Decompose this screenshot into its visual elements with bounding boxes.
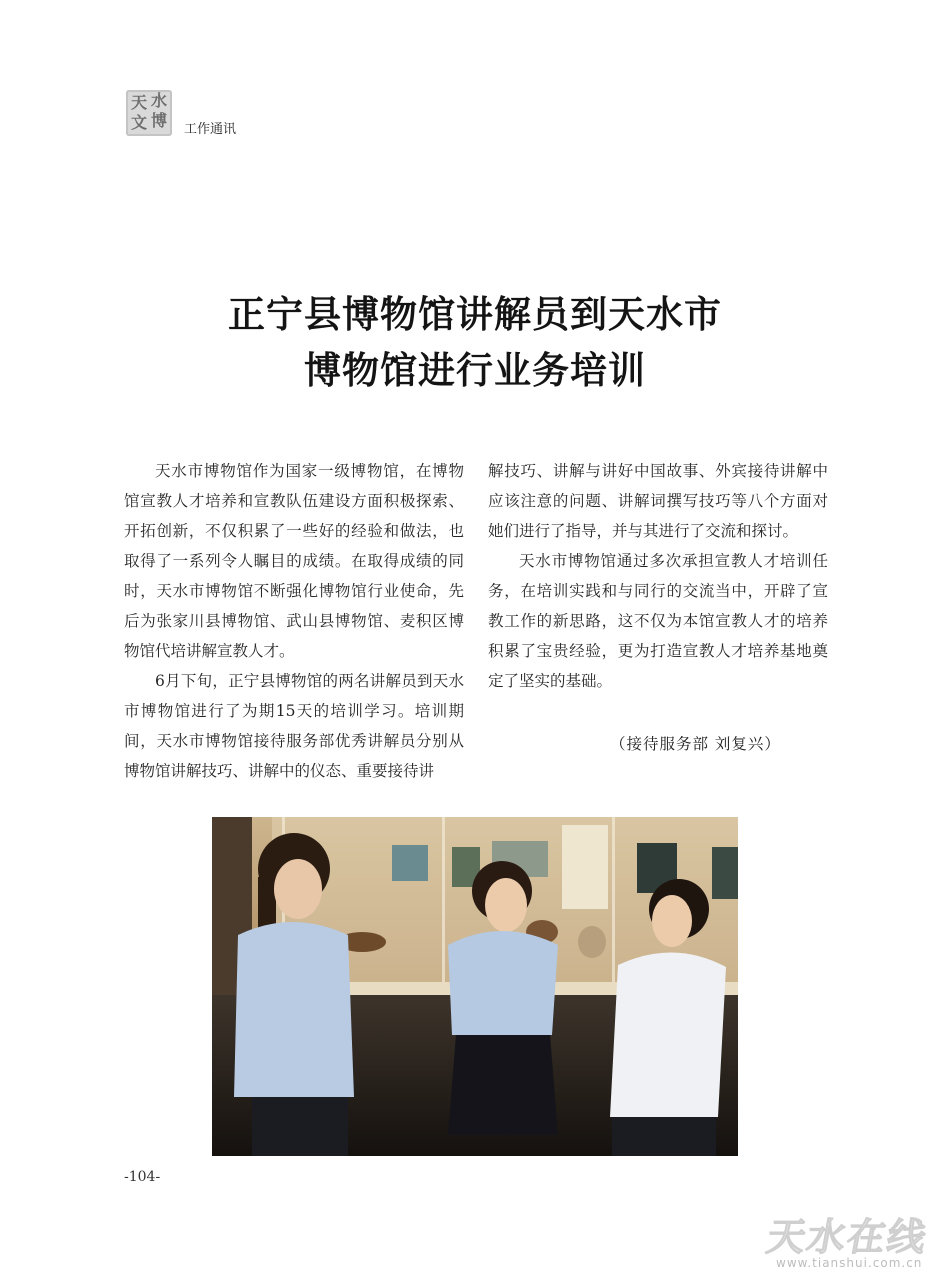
paragraph: 解技巧、讲解与讲好中国故事、外宾接待讲解中应该注意的问题、讲解词撰写技巧等八个方面对她们进行了指导，并与其进行了交流和探讨。	[488, 462, 828, 540]
byline: （接待服务部 刘复兴）	[610, 735, 781, 753]
logo-char: 文	[131, 113, 148, 132]
logo-char: 博	[151, 111, 168, 130]
watermark-url: www.tianshui.com.cn	[776, 1256, 923, 1270]
right-column	[488, 456, 828, 696]
article-title-line-2: 博物馆进行业务培训	[304, 348, 646, 392]
paragraph: 天水市博物馆作为国家一级博物馆，在博物馆宣教人才培养和宣教队伍建设方面积极探索、开拓创新，不仅积累了一些好的经验和做法，也取得了一系列令人瞩目的成绩。在取得成绩的同时，天水市博物馆不断强化博物馆行业使命，先后为张家川县博物馆、武山县博物馆、麦积区博物馆代培讲解宣教人才。	[124, 462, 464, 660]
paragraph: 天水市博物馆通过多次承担宣教人才培训任务，在培训实践和与同行的交流当中，开辟了宣教工作的新思路，这不仅为本馆宣教人才的培养积累了宝贵经验，更为打造宣教人才培养基地奠定了坚实的基础。	[488, 552, 828, 690]
site-watermark	[763, 1206, 948, 1276]
magazine-logo	[126, 90, 172, 136]
logo-char: 天	[131, 93, 148, 112]
article-photo	[212, 817, 738, 1156]
article-title-line-1: 正宁县博物馆讲解员到天水市	[228, 292, 722, 336]
watermark-text: 天水在线	[763, 1214, 932, 1259]
page-number: -104-	[124, 1169, 161, 1185]
logo-char: 水	[151, 91, 168, 110]
section-label: 工作通讯	[184, 122, 237, 137]
paragraph: 6月下旬，正宁县博物馆的两名讲解员到天水市博物馆进行了为期15天的培训学习。培训期间，天水市博物馆接待服务部优秀讲解员分别从博物馆讲解技巧、讲解中的仪态、重要接待讲	[124, 672, 464, 780]
left-column	[124, 456, 464, 786]
